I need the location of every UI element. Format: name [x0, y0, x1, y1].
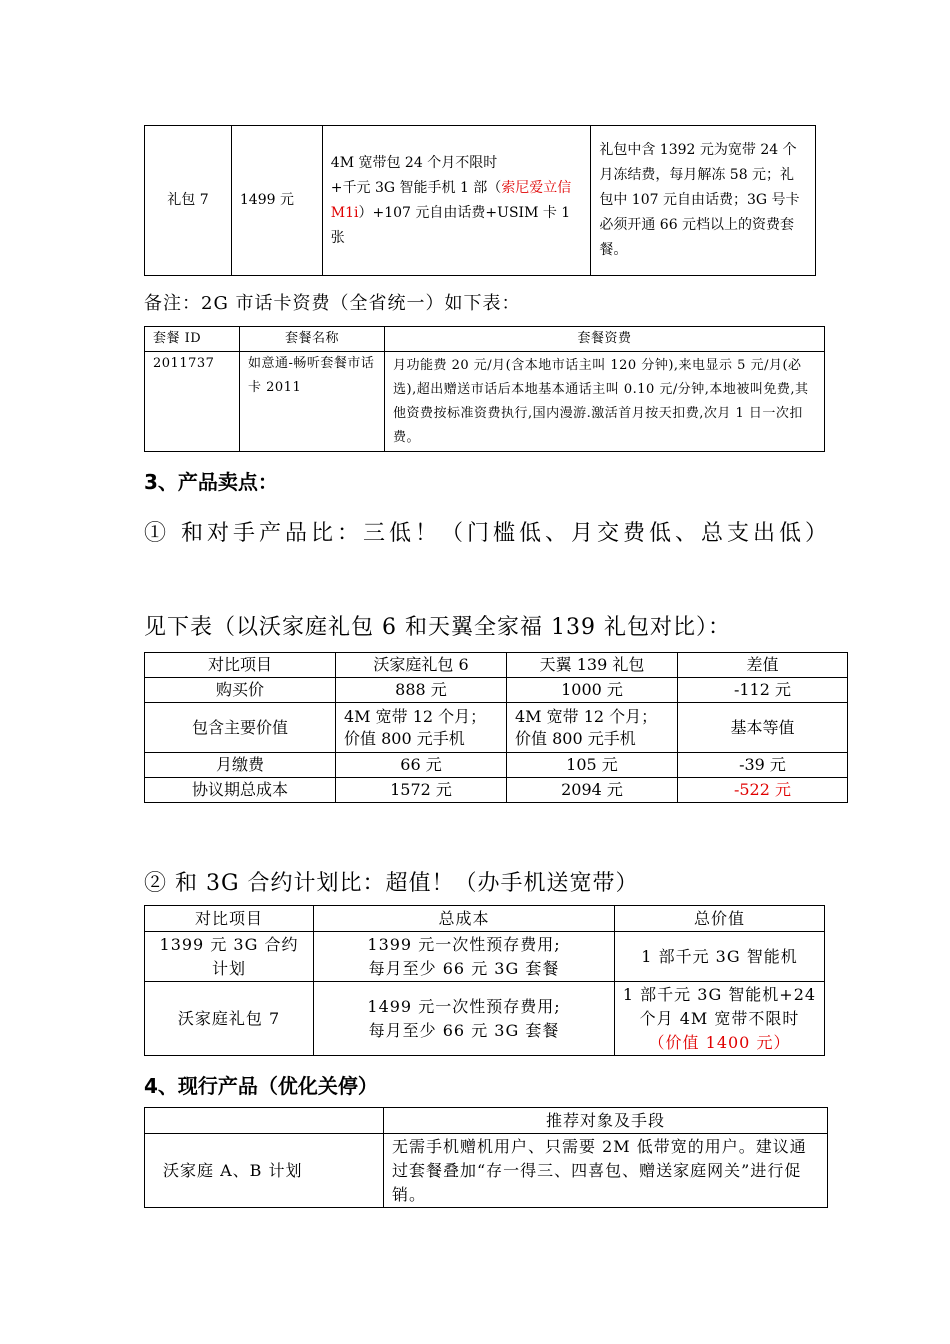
- value-cell: [615, 982, 825, 1056]
- pack-price-cell: 1499 元: [231, 126, 322, 276]
- plan-fee: 月功能费 20 元/月(含本地市话主叫 120 分钟),来电显示 5 元/月(必选),超出赠送市话后本地基本通话主叫 0.10 元/分钟,本地被叫免费,其他资费按标准资费执行,国内漫游.激活首月按天扣费,次月 1 日一次扣费。: [385, 352, 825, 452]
- table-row: [145, 932, 825, 982]
- current-products-table: [144, 1107, 828, 1208]
- section-3-title: 3、产品卖点：: [144, 470, 278, 494]
- table-row: [145, 703, 848, 753]
- header-id: 套餐 ID: [145, 327, 240, 352]
- item-cell: 购买价: [145, 678, 336, 703]
- content-text-2: +千元 3G 智能手机 1 部（: [330, 179, 502, 196]
- header-item: 对比项目: [145, 906, 314, 932]
- cost-cell: [314, 932, 615, 982]
- plan-id: 2011737: [145, 352, 240, 452]
- selling-point-1-sub: 见下表（以沃家庭礼包 6 和天翼全家福 139 礼包对比）：: [144, 615, 731, 640]
- wo-cell: 888 元: [336, 678, 507, 703]
- header-item: 对比项目: [145, 653, 336, 678]
- item-cell: 协议期总成本: [145, 778, 336, 803]
- diff-cell: -112 元: [678, 678, 848, 703]
- tianyi-value-line-1: 4M 宽带 12 个月；: [515, 706, 658, 726]
- table-row: [145, 982, 825, 1056]
- table-row: [145, 352, 825, 452]
- value-note: （价值 1400 元）: [648, 1032, 791, 1052]
- item-cell: [145, 932, 314, 982]
- item-cell: 沃家庭礼包 7: [145, 982, 314, 1056]
- header-fee: 套餐资费: [385, 327, 825, 352]
- value-line-2: 个月 4M 宽带不限时: [639, 1008, 800, 1028]
- diff-cell: 基本等值: [678, 703, 848, 753]
- cost-cell: [314, 982, 615, 1056]
- table-header-row: [145, 1108, 828, 1134]
- tianyi-cell: 1000 元: [507, 678, 678, 703]
- table-row: [145, 1134, 828, 1208]
- cost-line-1: 1499 元一次性预存费用;: [367, 996, 561, 1016]
- phone-model: 索尼爱立信 M1i: [330, 179, 572, 221]
- tianyi-cell: 105 元: [507, 753, 678, 778]
- tianyi-cell: 2094 元: [507, 778, 678, 803]
- product-desc: 无需手机赠机用户、只需要 2M 低带宽的用户。建议通过套餐叠加“存一得三、四喜包、赠送家庭网关”进行促销。: [384, 1134, 828, 1208]
- item-line-1: 1399 元 3G 合约: [159, 934, 299, 954]
- selling-point-1: ① 和对手产品比：三低！（门槛低、月交费低、总支出低）: [144, 521, 831, 546]
- diff-cell: -522 元: [678, 778, 848, 803]
- item-line-2: 计划: [211, 958, 246, 978]
- table-row: [145, 753, 848, 778]
- product-name: 沃家庭 A、B 计划: [145, 1134, 384, 1208]
- tianyi-cell: [507, 703, 678, 753]
- cost-line-2: 每月至少 66 元 3G 套餐: [368, 1020, 560, 1040]
- selling-point-2: ② 和 3G 合约计划比：超值！（办手机送宽带）: [144, 871, 639, 896]
- diff-cell: -39 元: [678, 753, 848, 778]
- header-tianyi: 天翼 139 礼包: [507, 653, 678, 678]
- pack-name-cell: 礼包 7: [145, 126, 232, 276]
- 3g-contract-comparison-table: [144, 905, 825, 1056]
- pack-remark-cell: 礼包中含 1392 元为宽带 24 个月冻结费，每月解冻 58 元；礼包中 107 元自由话费；3G 号卡必须开通 66 元档以上的资费套餐。: [591, 126, 816, 276]
- wo-value-line-1: 4M 宽带 12 个月；: [344, 706, 487, 726]
- pack-content-cell: [322, 126, 591, 276]
- table-header-row: [145, 653, 848, 678]
- competitor-comparison-table: [144, 652, 848, 803]
- cost-line-1: 1399 元一次性预存费用;: [367, 934, 561, 954]
- note-text: 备注：2G 市话卡资费（全省统一）如下表：: [144, 293, 521, 314]
- section-4-title: 4、现行产品（优化关停）: [144, 1074, 378, 1098]
- header-target: 推荐对象及手段: [384, 1108, 828, 1134]
- wo-cell: 66 元: [336, 753, 507, 778]
- cost-line-2: 每月至少 66 元 3G 套餐: [368, 958, 560, 978]
- value-line-1: 1 部千元 3G 智能机+24: [622, 984, 817, 1004]
- 2g-card-fee-table: [144, 326, 825, 452]
- content-line-1: 4M 宽带包 24 个月不限时: [330, 154, 498, 171]
- table-header-row: [145, 906, 825, 932]
- wo-cell: [336, 703, 507, 753]
- header-name: 套餐名称: [240, 327, 385, 352]
- gift-pack-table: [144, 125, 816, 276]
- table-header-row: [145, 327, 825, 352]
- header-empty: [145, 1108, 384, 1134]
- header-wo: 沃家庭礼包 6: [336, 653, 507, 678]
- wo-cell: 1572 元: [336, 778, 507, 803]
- wo-value-line-2: 价值 800 元手机: [344, 728, 465, 748]
- header-diff: 差值: [678, 653, 848, 678]
- header-value: 总价值: [615, 906, 825, 932]
- header-cost: 总成本: [314, 906, 615, 932]
- table-row: [145, 678, 848, 703]
- table-row: [145, 126, 816, 276]
- plan-name: 如意通-畅听套餐市话卡 2011: [240, 352, 385, 452]
- content-text-3: ）+107 元自由话费+USIM 卡 1 张: [330, 204, 571, 246]
- item-cell: 包含主要价值: [145, 703, 336, 753]
- table-row: [145, 778, 848, 803]
- value-cell: 1 部千元 3G 智能机: [615, 932, 825, 982]
- item-cell: 月缴费: [145, 753, 336, 778]
- tianyi-value-line-2: 价值 800 元手机: [515, 728, 636, 748]
